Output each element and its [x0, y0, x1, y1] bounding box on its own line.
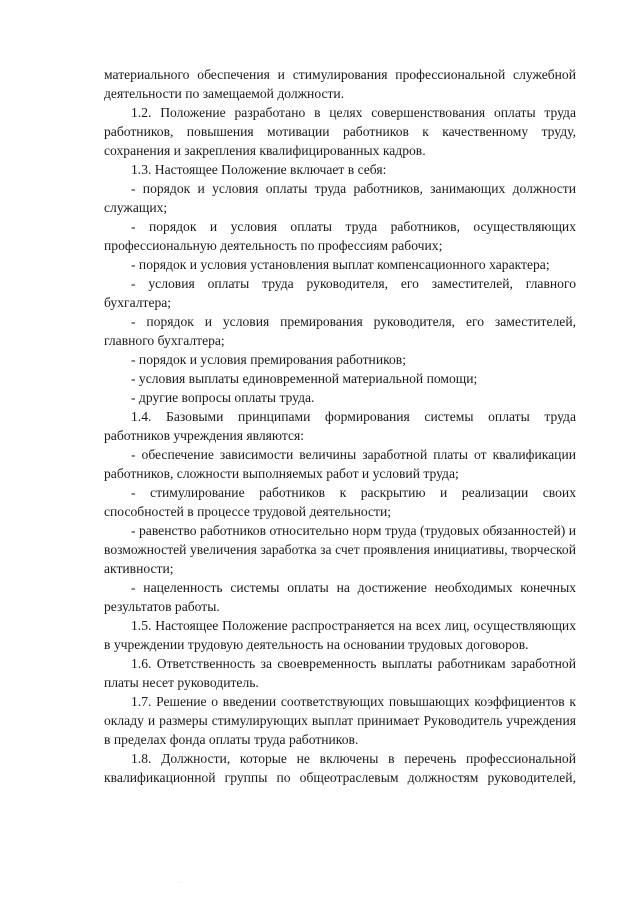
list-item: - порядок и условия установления выплат компенсационного характера; — [131, 257, 550, 272]
paragraph-1-8: 1.8. Должности, которые не включены в перечень профессиональной квалификационной группы по общеотраслевым должностям руководителей, — [104, 751, 576, 785]
paragraph-1-5: 1.5. Настоящее Положение распространяется на всех лиц, осуществляющих в учреждении трудовую деятельность на основании трудовых договоров. — [104, 618, 576, 652]
list-item: - обеспечение зависимости величины заработной платы от квалификации работников, сложности выполняемых работ и условий труда; — [104, 447, 576, 481]
list-item: - условия выплаты единовременной материальной помощи; — [131, 371, 478, 386]
paragraph-1-3: 1.3. Настоящее Положение включает в себя: — [131, 162, 387, 177]
paragraph-1-4: 1.4. Базовыми принципами формирования системы оплаты труда работников учреждения являются: — [104, 409, 576, 443]
paragraph-1-2: 1.2. Положение разработано в целях совершенствования оплаты труда работников, повышения мотивации работников к качественному труду, сохранения и закрепления квалифицированных кадров. — [104, 105, 576, 158]
list-item: - порядок и условия оплаты труда работников, занимающих должности служащих; — [104, 181, 576, 215]
list-item: - порядок и условия оплаты труда работников, осуществляющих профессиональную деятельность по профессиям рабочих; — [104, 219, 576, 253]
list-item: - стимулирование работников к раскрытию и реализации своих способностей в процессе трудовой деятельности; — [104, 485, 576, 519]
list-item: - другие вопросы оплаты труда. — [131, 390, 315, 405]
paragraph-continuation: материального обеспечения и стимулирования профессиональной служебной деятельности по замещаемой должности. — [104, 67, 576, 101]
scan-marks: . . — [178, 879, 183, 885]
document-body — [104, 65, 576, 787]
paragraph-1-7: 1.7. Решение о введении соответствующих повышающих коэффициентов к окладу и размеры стимулирующих выплат принимает Руководитель учреждения в пределах фонда оплаты труда работников. — [104, 694, 576, 747]
list-item: - нацеленность системы оплаты на достижение необходимых конечных результатов работы. — [104, 580, 576, 614]
list-item: - порядок и условия премирования работников; — [131, 352, 407, 367]
list-item: - равенство работников относительно норм труда (трудовых обязанностей) и возможностей увеличения заработка за счет проявления инициативы, творческой активности; — [104, 523, 576, 576]
paragraph-1-6: 1.6. Ответственность за своевременность выплаты работникам заработной платы несет руководитель. — [104, 656, 576, 690]
list-item: - порядок и условия премирования руководителя, его заместителей, главного бухгалтера; — [104, 314, 576, 348]
list-item: - условия оплаты труда руководителя, его заместителей, главного бухгалтера; — [104, 276, 576, 310]
